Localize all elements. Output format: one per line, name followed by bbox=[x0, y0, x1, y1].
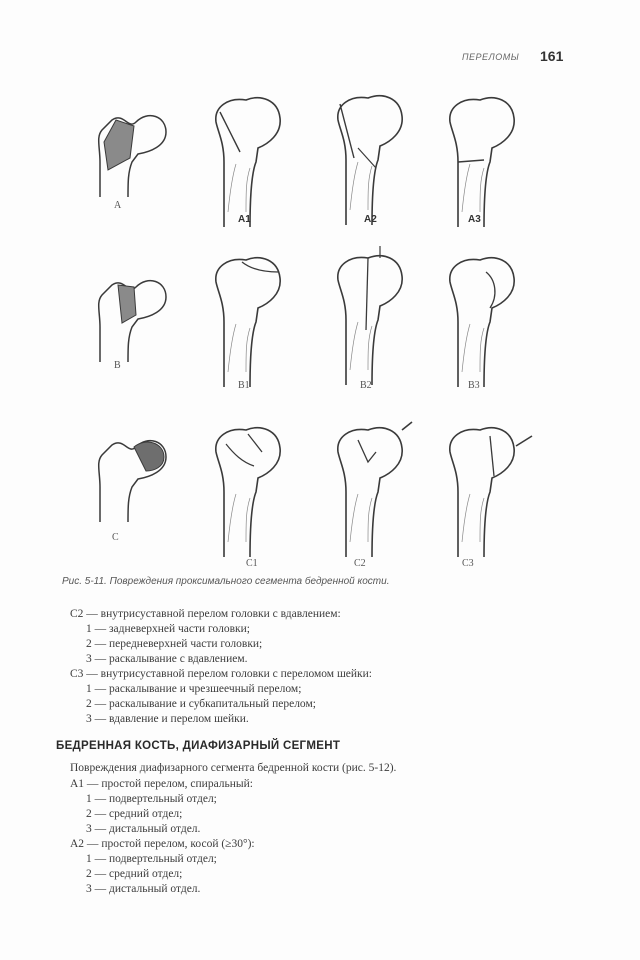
list-item: 2 — средний отдел; bbox=[86, 868, 183, 880]
femur-b2 bbox=[338, 246, 402, 385]
label-b: B bbox=[114, 360, 121, 371]
list-item: C2 — внутрисуставной перелом головки с вдавлением: bbox=[70, 608, 341, 620]
label-a: A bbox=[114, 200, 122, 211]
section-intro: Повреждения диафизарного сегмента бедренной кости (рис. 5-12). bbox=[70, 762, 397, 774]
running-head: ПЕРЕЛОМЫ bbox=[462, 52, 520, 62]
label-c: C bbox=[112, 532, 119, 543]
femur-a bbox=[99, 116, 166, 197]
list-item: A1 — простой перелом, спиральный: bbox=[70, 778, 254, 790]
list-item: 3 — дистальный отдел. bbox=[86, 823, 201, 835]
femur-a3 bbox=[450, 98, 514, 227]
femur-c bbox=[99, 441, 166, 522]
femur-illustrations bbox=[78, 82, 578, 572]
section-heading: БЕДРЕННАЯ КОСТЬ, ДИАФИЗАРНЫЙ СЕГМЕНТ bbox=[56, 740, 341, 752]
list-item: 1 — раскалывание и чрезшеечный перелом; bbox=[86, 683, 302, 695]
label-c2: C2 bbox=[354, 558, 366, 569]
figure-caption: Рис. 5-11. Повреждения проксимального сегмента бедренной кости. bbox=[62, 576, 390, 587]
list-item: 3 — раскалывание с вдавлением. bbox=[86, 653, 248, 665]
list-item: 1 — подвертельный отдел; bbox=[86, 793, 217, 805]
femur-b3 bbox=[450, 258, 514, 387]
label-b3: B3 bbox=[468, 380, 480, 391]
label-c1: C1 bbox=[246, 558, 258, 569]
list-item: A2 — простой перелом, косой (≥30°): bbox=[70, 838, 255, 850]
list-item: 2 — передневерхней части головки; bbox=[86, 638, 263, 650]
femur-c3 bbox=[450, 428, 532, 557]
figure-5-11 bbox=[78, 82, 578, 572]
femur-b1 bbox=[216, 258, 280, 387]
list-item: 1 — задневерхней части головки; bbox=[86, 623, 250, 635]
list-item: 1 — подвертельный отдел; bbox=[86, 853, 217, 865]
page-number: 161 bbox=[540, 48, 564, 64]
label-a2: A2 bbox=[364, 214, 377, 225]
label-b1: B1 bbox=[238, 380, 250, 391]
femur-c2 bbox=[338, 422, 412, 557]
label-a1: A1 bbox=[238, 214, 251, 225]
femur-a2 bbox=[338, 96, 402, 225]
label-b2: B2 bbox=[360, 380, 372, 391]
list-item: 2 — раскалывание и субкапитальный перелом; bbox=[86, 698, 316, 710]
femur-c1 bbox=[216, 428, 280, 557]
femur-b bbox=[99, 281, 166, 362]
femur-a1 bbox=[216, 98, 280, 227]
list-item: 3 — дистальный отдел. bbox=[86, 883, 201, 895]
label-c3: C3 bbox=[462, 558, 474, 569]
list-item: 3 — вдавление и перелом шейки. bbox=[86, 713, 249, 725]
label-a3: A3 bbox=[468, 214, 481, 225]
list-item: 2 — средний отдел; bbox=[86, 808, 183, 820]
list-item: C3 — внутрисуставной перелом головки с переломом шейки: bbox=[70, 668, 372, 680]
